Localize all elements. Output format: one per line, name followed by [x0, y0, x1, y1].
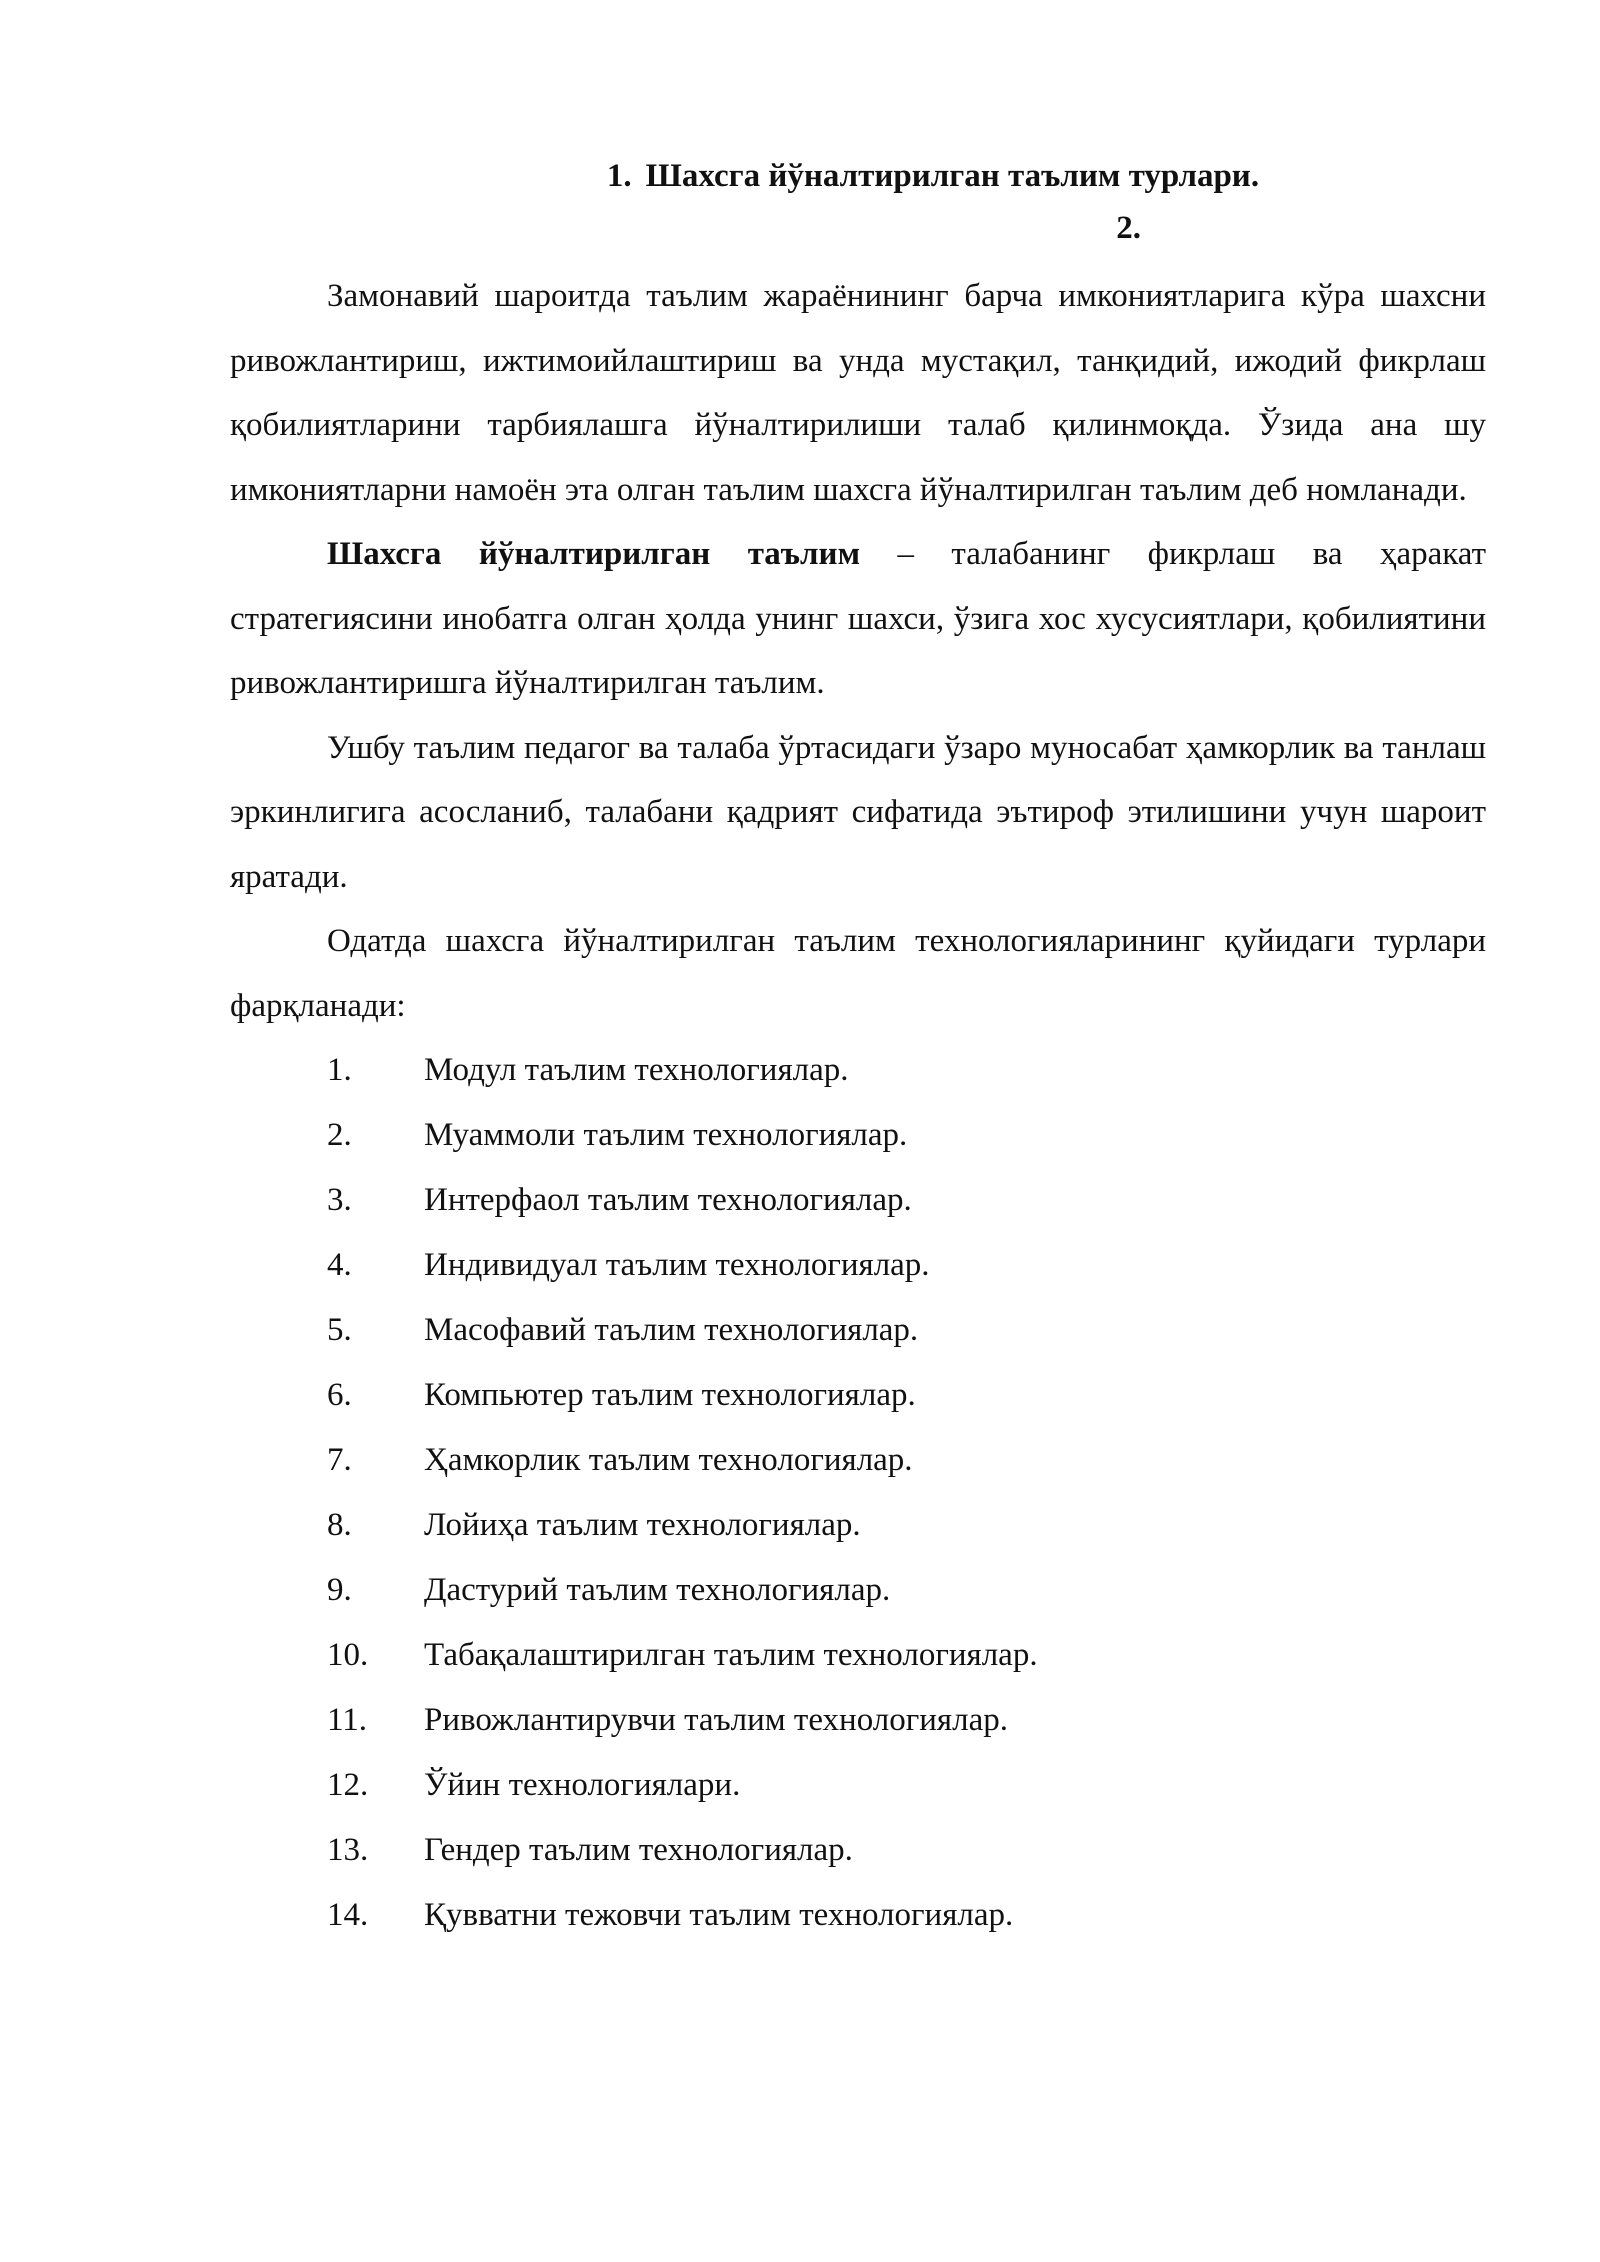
- list-item-text: Ҳамкорлик таълим технологиялар.: [424, 1442, 913, 1478]
- paragraph-definition: [230, 522, 1486, 716]
- list-item: [230, 1493, 1486, 1558]
- list-item: [230, 1363, 1486, 1428]
- paragraph-cooperation: Ушбу таълим педагог ва талаба ўртасидаги ўзаро муносабат ҳамкорлик ва танлаш эркинлигига асосланиб, талабани қадрият сифатида эътироф этилишини учун шароит яратади.: [230, 729, 1486, 895]
- section-heading-title: Шахсга йўналтирилган таълим турлари.: [645, 158, 1260, 194]
- list-item-number: 10.: [327, 1637, 369, 1673]
- list-item-text: Ривожлантирувчи таълим технологиялар.: [424, 1702, 1008, 1738]
- document-page: [230, 150, 1486, 1948]
- list-item-number: 14.: [327, 1897, 369, 1933]
- list-item-number: 5.: [327, 1312, 352, 1348]
- list-item: [230, 1428, 1486, 1493]
- list-item: [230, 1818, 1486, 1883]
- list-item-text: Компьютер таълим технологиялар.: [424, 1377, 916, 1413]
- list-item-number: 9.: [327, 1572, 352, 1608]
- list-item: [230, 1168, 1486, 1233]
- paragraph-intro: Замонавий шароитда таълим жараёнининг барча имкониятларига кўра шахсни ривожлантириш, ижтимоийлаштириш ва унда мустақил, танқидий, ижодий фикрлаш қобилиятларини тарбиялашга йўналтирилиши талаб қилинмоқда. Ўзида ана шу имкониятларни намоён эта олган таълим шахсга йўналтирилган таълим деб номланади.: [230, 278, 1486, 508]
- list-item: [230, 1558, 1486, 1623]
- list-item-text: Масофавий таълим технологиялар.: [424, 1312, 919, 1348]
- list-item-number: 6.: [327, 1377, 352, 1413]
- paragraph-list-intro: Одатда шахсга йўналтирилган таълим технологияларининг қуйидаги турлари фарқланади:: [230, 923, 1486, 1024]
- technology-types-list: [230, 1038, 1486, 1948]
- list-item-text: Муаммоли таълим технологиялар.: [424, 1117, 908, 1153]
- list-item-number: 3.: [327, 1182, 352, 1218]
- list-item-number: 13.: [327, 1832, 369, 1868]
- list-item-text: Индивидуал таълим технологиялар.: [424, 1247, 930, 1283]
- list-item: [230, 1298, 1486, 1363]
- list-item-number: 12.: [327, 1767, 369, 1803]
- list-item: [230, 1688, 1486, 1753]
- list-item-number: 1.: [327, 1052, 352, 1088]
- list-item: [230, 1038, 1486, 1103]
- list-item: [230, 1233, 1486, 1298]
- section-subheading-number: 2.: [1116, 210, 1141, 246]
- definition-text: – талабанинг фикрлаш ва ҳаракат стратегиясини инобатга олган ҳолда унинг шахси, ўзига хос хусусиятлари, қобилиятини ривожлантиришга йўналтирилган таълим.: [230, 536, 1486, 701]
- list-item: [230, 1753, 1486, 1818]
- list-item-text: Гендер таълим технологиялар.: [424, 1832, 853, 1868]
- list-item-text: Модул таълим технологиялар.: [424, 1052, 849, 1088]
- list-item-number: 8.: [327, 1507, 352, 1543]
- list-item-text: Ўйин технологиялари.: [424, 1767, 741, 1803]
- list-item-number: 11.: [327, 1702, 368, 1738]
- list-item: [230, 1623, 1486, 1688]
- list-item-number: 4.: [327, 1247, 352, 1283]
- section-heading: [230, 150, 1486, 202]
- list-item-text: Табақалаштирилган таълим технологиялар.: [424, 1637, 1038, 1673]
- list-item-text: Қувватни тежовчи таълим технологиялар.: [424, 1897, 1014, 1933]
- list-item: [230, 1883, 1486, 1948]
- section-heading-number: 1.: [606, 158, 632, 194]
- list-item-number: 2.: [327, 1117, 352, 1153]
- definition-term: Шахсга йўналтирилган таълим: [327, 536, 861, 572]
- list-item-number: 7.: [327, 1442, 352, 1478]
- list-item: [230, 1103, 1486, 1168]
- list-item-text: Лойиҳа таълим технологиялар.: [424, 1507, 861, 1543]
- list-item-text: Дастурий таълим технологиялар.: [424, 1572, 891, 1608]
- list-item-text: Интерфаол таълим технологиялар.: [424, 1182, 912, 1218]
